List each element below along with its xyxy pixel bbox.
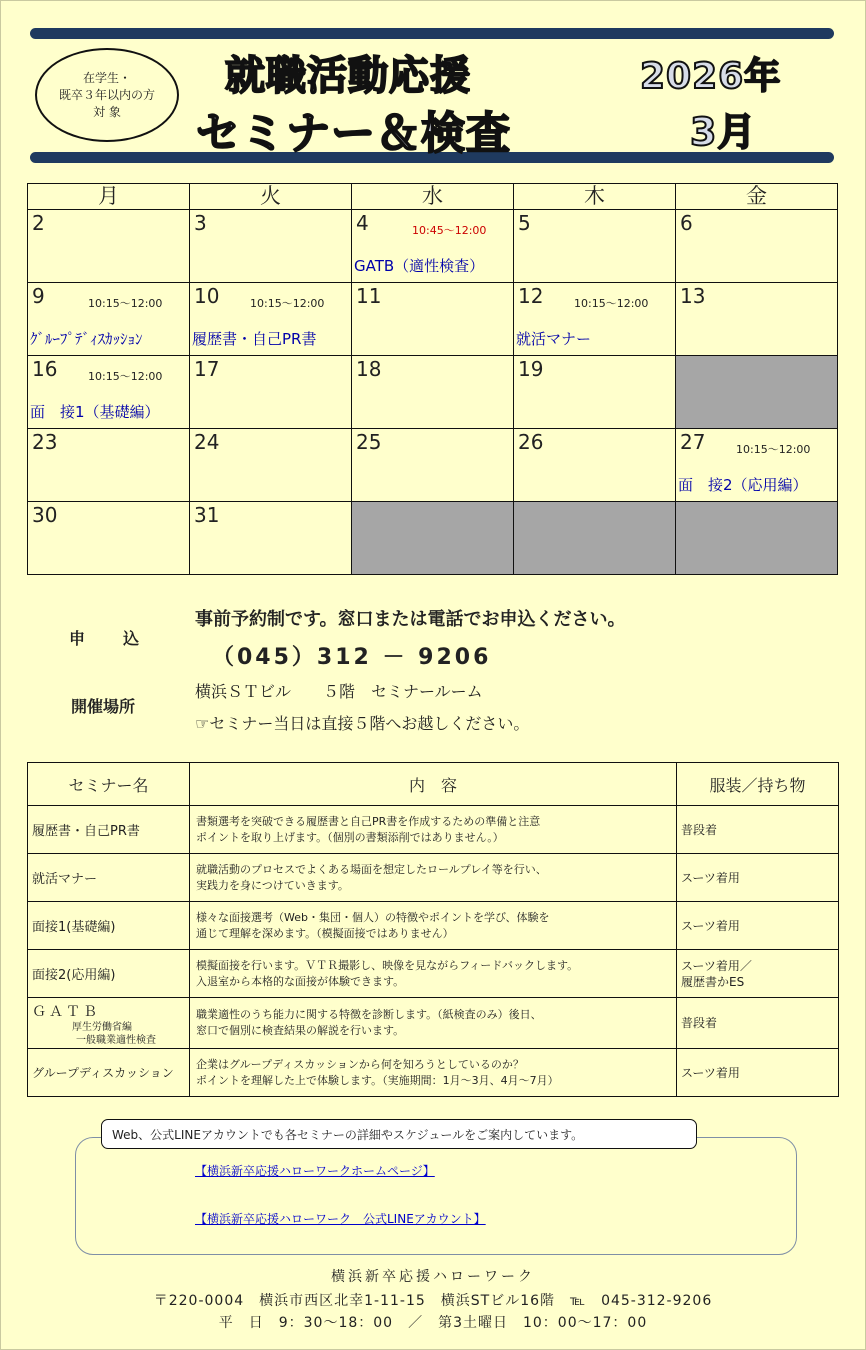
description-line: 企業はグループディスカッションから何を知ろうとしているのか？: [196, 1057, 524, 1071]
day-number: 31: [194, 503, 220, 527]
seminar-name: 面接2(応用編): [28, 950, 190, 998]
day-number: 25: [356, 430, 382, 454]
session-event: 面 接2（応用編）: [678, 476, 808, 494]
session-event: GATB（適性検査）: [354, 257, 485, 275]
day-number: 27: [680, 430, 706, 454]
day-cell: [190, 429, 352, 502]
venue-note-text: セミナー当日は直接５階へお越しください。: [209, 714, 530, 733]
day-number: 16: [32, 357, 58, 381]
weekday-tue: 火: [190, 184, 352, 210]
description-line: 入退室から本格的な面接が体験できます。: [196, 974, 405, 988]
description-line: 実践力を身につけていきます。: [196, 878, 349, 892]
description-line: 窓口で個別に検査結果の解説を行います。: [196, 1024, 405, 1037]
year: 2026年: [640, 56, 782, 97]
seminar-name: ＧＡＴＢ: [32, 1004, 100, 1020]
day-cell: [514, 429, 676, 502]
dress-line: スーツ着用: [681, 918, 740, 933]
weekday-mon: 月: [28, 184, 190, 210]
day-cell: [352, 356, 514, 429]
line-account-link[interactable]: 【横浜新卒応援ハローワーク 公式LINEアカウント】: [195, 1212, 486, 1226]
day-cell: [28, 210, 190, 283]
description-line: 職業適性のうち能力に関する特徴を診断します。（紙検査のみ）後日、: [196, 1008, 542, 1021]
day-number: 12: [518, 284, 544, 308]
day-cell: [514, 283, 676, 356]
footer-address: 〒220-0004 横浜市西区北幸1-11-15 横浜STビル16階 ℡ 045-312-9206: [153, 1293, 713, 1309]
venue-note: [195, 711, 529, 734]
footer-hours: 平 日 9：30～18：00 ／ 第3土曜日 10：00～17：00: [218, 1315, 648, 1331]
day-number: 23: [32, 430, 58, 454]
seminar-row: [28, 854, 839, 902]
empty-day-cell: [514, 502, 676, 575]
seminar-name: 就活マナー: [28, 854, 190, 902]
day-number: 19: [518, 357, 544, 381]
session-time: 10:15～12:00: [250, 297, 325, 310]
dress-line: スーツ着用: [681, 870, 740, 885]
day-cell: [676, 429, 838, 502]
day-number: 13: [680, 284, 706, 308]
day-number: 9: [32, 284, 45, 308]
day-number: 26: [518, 430, 544, 454]
dress-line: 普段着: [681, 822, 718, 837]
day-cell: [190, 210, 352, 283]
day-number: 18: [356, 357, 382, 381]
day-cell: [514, 210, 676, 283]
dress-line: スーツ着用／: [681, 958, 752, 973]
weekday-thu: 木: [514, 184, 676, 210]
apply-phone: （045）312 － 9206: [212, 645, 492, 670]
dress-line: 履歴書かES: [681, 974, 745, 989]
session-event: 面 接1（基礎編）: [30, 403, 160, 421]
description-line: ポイントを理解した上で体験します。（実施期間：1月～3月、4月～7月）: [196, 1073, 559, 1087]
calendar-weekday-row: [28, 184, 838, 210]
calendar: [27, 183, 838, 575]
session-time: 10:15～12:00: [88, 297, 163, 310]
description-line: ポイントを取り上げます。（個別の書類添削ではありません。）: [196, 830, 504, 844]
day-cell: [352, 429, 514, 502]
header-content: 内 容: [190, 763, 677, 806]
seminar-row: [28, 950, 839, 998]
day-cell: [352, 283, 514, 356]
session-time: 10:15～12:00: [574, 297, 649, 310]
seminar-header-row: [28, 763, 839, 806]
month: 3月: [690, 110, 757, 154]
seminar-dress: [677, 950, 839, 998]
description-line: 就職活動のプロセスでよくある場面を想定したロールプレイ等を行い、: [196, 862, 547, 876]
links-frame: [75, 1137, 797, 1255]
day-cell: [676, 210, 838, 283]
weekday-fri: 金: [676, 184, 838, 210]
title-line-2: セミナー＆検査: [196, 108, 511, 159]
seminar-row: [28, 902, 839, 950]
seminar-subtitle: 一般職業適性検査: [76, 1035, 156, 1046]
seminar-dress: [677, 1049, 839, 1097]
day-cell: [190, 283, 352, 356]
calendar-week: [28, 429, 838, 502]
day-number: 11: [356, 284, 382, 308]
seminar-description: [190, 902, 677, 950]
day-number: 2: [32, 211, 45, 235]
day-cell: [190, 502, 352, 575]
session-time: 10:15～12:00: [736, 443, 811, 456]
day-cell: [28, 356, 190, 429]
day-cell: [28, 429, 190, 502]
target-line-3: 対 象: [93, 104, 121, 119]
venue-label: 開催場所: [71, 697, 136, 716]
links-notice: Web、公式LINEアカウントでも各セミナーの詳細やスケジュールをご案内しています。: [101, 1119, 697, 1149]
description-line: 通じて理解を深めます。（模擬面接ではありません）: [196, 926, 454, 940]
seminar-dress: [677, 806, 839, 854]
seminar-row: [28, 998, 839, 1049]
day-number: 10: [194, 284, 220, 308]
day-cell: [676, 283, 838, 356]
target-line-2: 既卒３年以内の方: [58, 87, 155, 102]
header-bar-top: [30, 28, 834, 39]
weekday-wed: 水: [352, 184, 514, 210]
target-line-1: 在学生・: [82, 70, 131, 85]
day-number: 6: [680, 211, 693, 235]
day-number: 17: [194, 357, 220, 381]
day-number: 3: [194, 211, 207, 235]
header-seminar-name: セミナー名: [28, 763, 190, 806]
seminar-subtitle: 厚生労働省編: [72, 1022, 132, 1033]
seminar-name: グループディスカッション: [28, 1049, 190, 1097]
seminar-description: [190, 950, 677, 998]
day-cell: [190, 356, 352, 429]
seminar-description: [190, 806, 677, 854]
empty-day-cell: [352, 502, 514, 575]
apply-instructions: 事前予約制です。窓口または電話でお申込ください。: [195, 609, 626, 630]
day-cell: [514, 356, 676, 429]
day-number: 24: [194, 430, 220, 454]
seminar-row: [28, 1049, 839, 1097]
calendar-week: [28, 210, 838, 283]
pointing-hand-icon: ☞: [195, 714, 210, 733]
session-time: 10:15～12:00: [88, 370, 163, 383]
session-event: ｸﾞﾙｰﾌﾟﾃﾞｨｽｶｯｼｮﾝ: [30, 330, 143, 348]
target-audience-badge: [35, 48, 179, 142]
seminar-table: [27, 762, 839, 1097]
seminar-name: 面接1(基礎編): [28, 902, 190, 950]
venue-place: 横浜ＳＴビル ５階 セミナールーム: [195, 682, 483, 701]
seminar-dress: [677, 998, 839, 1049]
seminar-description: [190, 998, 677, 1049]
seminar-name-cell: [28, 998, 190, 1049]
description-line: 様々な面接選考（Web・集団・個人）の特徴やポイントを学び、体験を: [196, 910, 550, 924]
calendar-week: [28, 356, 838, 429]
seminar-description: [190, 1049, 677, 1097]
description-line: 書類選考を突破できる履歴書と自己PR書を作成するための準備と注意: [196, 814, 541, 828]
day-number: 4: [356, 211, 369, 235]
footer-office: 横浜新卒応援ハローワーク: [331, 1269, 535, 1285]
apply-label: 申 込: [69, 629, 142, 648]
empty-day-cell: [676, 356, 838, 429]
calendar-week: [28, 502, 838, 575]
day-number: 30: [32, 503, 58, 527]
calendar-week: [28, 283, 838, 356]
dress-line: 普段着: [681, 1016, 718, 1030]
day-cell: [28, 502, 190, 575]
description-line: 模擬面接を行います。ＶＴＲ撮影し、映像を見ながらフィードバックします。: [196, 958, 579, 972]
seminar-name: 履歴書・自己PR書: [28, 806, 190, 854]
dress-line: スーツ着用: [681, 1065, 740, 1080]
header-dress-items: 服装／持ち物: [677, 763, 839, 806]
homepage-link[interactable]: 【横浜新卒応援ハローワークホームページ】: [195, 1164, 435, 1178]
session-event: 履歴書・自己PR書: [192, 330, 317, 348]
day-cell: [28, 283, 190, 356]
seminar-dress: [677, 902, 839, 950]
session-time: 10:45～12:00: [412, 224, 487, 237]
session-event: 就活マナー: [516, 330, 592, 348]
day-cell: [352, 210, 514, 283]
seminar-row: [28, 806, 839, 854]
seminar-dress: [677, 854, 839, 902]
empty-day-cell: [676, 502, 838, 575]
title-line-1: 就職活動応援: [225, 53, 471, 99]
day-number: 5: [518, 211, 531, 235]
seminar-description: [190, 854, 677, 902]
